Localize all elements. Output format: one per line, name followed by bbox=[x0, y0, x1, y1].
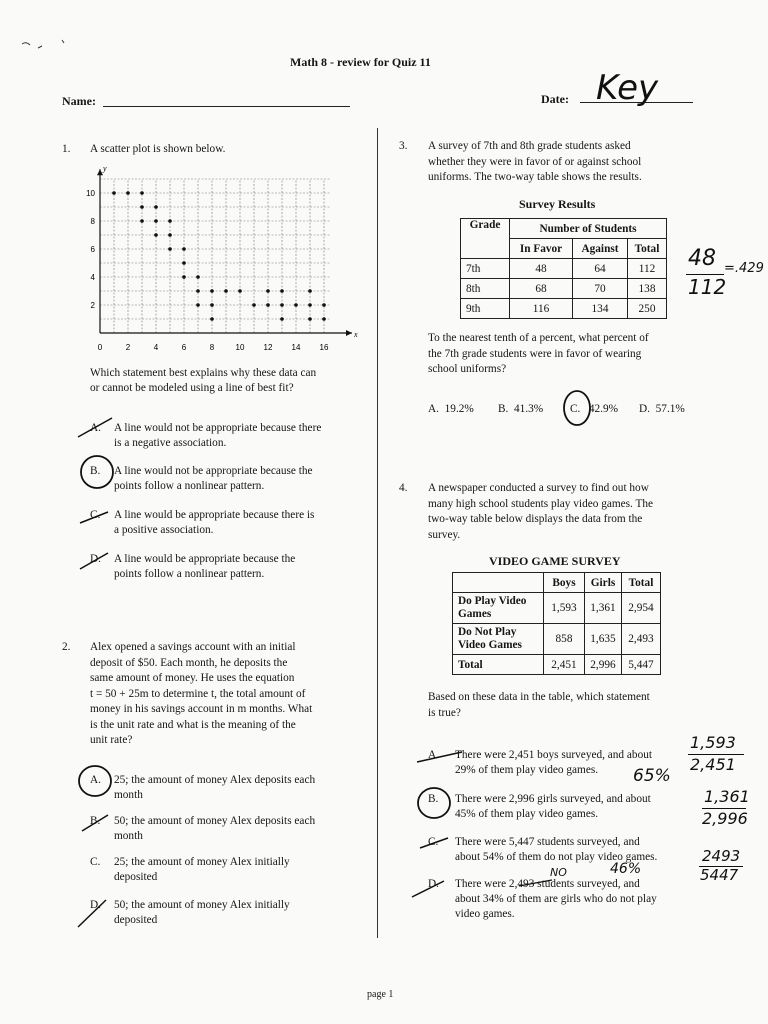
scatter-point bbox=[322, 317, 326, 321]
q1-option-d[interactable] bbox=[90, 552, 296, 580]
q4-option-d[interactable] bbox=[428, 877, 657, 920]
q3-note-result: =.429 bbox=[724, 261, 764, 276]
scatter-point bbox=[210, 317, 214, 321]
scatter-point bbox=[154, 219, 158, 223]
table-cell: 1,593 bbox=[544, 593, 585, 624]
y-tick-label: 2 bbox=[90, 301, 95, 310]
scatter-point bbox=[252, 303, 256, 307]
survey-results-table bbox=[460, 218, 667, 319]
q4-option-b[interactable] bbox=[428, 792, 651, 820]
table-col-header: Boys bbox=[544, 573, 585, 593]
y-tick-label: 4 bbox=[90, 273, 95, 282]
table-cell: 64 bbox=[573, 259, 628, 279]
table-cell: 134 bbox=[573, 299, 628, 319]
q1-number: 1. bbox=[62, 143, 71, 155]
table-cell: 68 bbox=[510, 279, 573, 299]
scatter-point bbox=[196, 275, 200, 279]
table-col-header: Against bbox=[573, 239, 628, 259]
table-cell: 138 bbox=[628, 279, 667, 299]
table-row bbox=[453, 655, 661, 675]
scatter-point bbox=[140, 205, 144, 209]
scatter-point bbox=[154, 205, 158, 209]
q4-option-a[interactable] bbox=[428, 748, 653, 776]
option-text-line2: deposited bbox=[114, 871, 158, 883]
option-text: 50; the amount of money Alex deposits each bbox=[114, 815, 316, 827]
date-handwritten-key: Key bbox=[596, 68, 659, 108]
q4-table-title: VIDEO GAME SURVEY bbox=[489, 554, 621, 568]
x-tick-label: 2 bbox=[125, 343, 131, 352]
q3-answer-a[interactable] bbox=[428, 402, 474, 418]
y-axis-label: y bbox=[103, 164, 107, 174]
scatter-point bbox=[266, 303, 270, 307]
option-letter: C. bbox=[90, 509, 101, 521]
scatter-point bbox=[210, 289, 214, 293]
answer-value: 42.9% bbox=[588, 403, 619, 415]
q4-note-b-denominator: 2,996 bbox=[702, 809, 748, 828]
option-letter: B. bbox=[90, 815, 101, 827]
table-col-header: Girls bbox=[585, 573, 622, 593]
q3-note-numerator: 48 bbox=[688, 246, 716, 271]
scatter-point bbox=[280, 317, 284, 321]
table-col-header: Total bbox=[628, 239, 667, 259]
table-cell: 250 bbox=[628, 299, 667, 319]
option-text-line2: month bbox=[114, 830, 143, 842]
video-game-survey-table bbox=[452, 572, 661, 675]
scan-speck bbox=[22, 40, 64, 48]
q3-text bbox=[428, 139, 642, 186]
option-text-line2: is a negative association. bbox=[114, 437, 227, 449]
option-letter: A. bbox=[90, 774, 101, 786]
answer-value: 41.3% bbox=[514, 403, 544, 415]
q2-line: money in his savings account in m months. What bbox=[90, 703, 313, 715]
table-cell: 1,635 bbox=[585, 624, 622, 655]
q3-question-line: the 7th grade students were in favor of wearing bbox=[428, 347, 642, 360]
scatter-plot bbox=[84, 164, 358, 360]
option-text-line2: month bbox=[114, 789, 143, 801]
option-letter: A. bbox=[90, 422, 101, 434]
option-text-line2: 45% of them play video games. bbox=[455, 808, 599, 820]
q4-line: many high school students play video games. The bbox=[428, 497, 654, 510]
option-text-line2: points follow a nonlinear pattern. bbox=[114, 480, 265, 492]
date-label: Date: bbox=[541, 92, 569, 106]
q2-line: Alex opened a savings account with an initial bbox=[90, 641, 296, 653]
scatter-point bbox=[182, 247, 186, 251]
row-label-line: Do Not Play bbox=[458, 626, 517, 638]
x-tick-label: 14 bbox=[291, 343, 301, 352]
q3-number: 3. bbox=[399, 140, 408, 152]
scatter-point bbox=[238, 289, 242, 293]
option-text-line2: about 54% of them do not play video games. bbox=[455, 851, 658, 863]
answer-value: 19.2% bbox=[444, 403, 474, 415]
table-row bbox=[461, 279, 667, 299]
table-cell: 116 bbox=[510, 299, 573, 319]
scatter-point bbox=[112, 191, 116, 195]
row-label: Total bbox=[453, 655, 544, 675]
x-tick-label: 12 bbox=[263, 343, 273, 352]
row-label-line: Games bbox=[458, 608, 492, 620]
table-cell: 2,451 bbox=[544, 655, 585, 675]
option-text-line2: about 34% of them are girls who do not play bbox=[455, 893, 657, 905]
scatter-point bbox=[168, 233, 172, 237]
x-tick-label: 4 bbox=[153, 343, 159, 352]
q1-prompt: A scatter plot is shown below. bbox=[90, 143, 226, 155]
q4-note-a-percent: 65% bbox=[633, 766, 671, 786]
row-grade: 7th bbox=[461, 259, 510, 279]
option-letter: B. bbox=[428, 793, 439, 805]
x-tick-label: 6 bbox=[181, 343, 187, 352]
y-tick-label: 6 bbox=[90, 245, 95, 254]
q2-option-d[interactable] bbox=[90, 898, 290, 926]
q3-table-title: Survey Results bbox=[519, 197, 596, 211]
option-text: A line would not be appropriate because the bbox=[114, 465, 313, 477]
q4-note-c-denominator: 5447 bbox=[700, 866, 739, 884]
option-letter: C. bbox=[90, 856, 101, 868]
option-letter: A. bbox=[428, 749, 439, 761]
table-corner bbox=[453, 573, 544, 593]
table-cell: 112 bbox=[628, 259, 667, 279]
scatter-point bbox=[280, 289, 284, 293]
table-cell: 2,954 bbox=[622, 593, 661, 624]
x-axis-label: x bbox=[354, 330, 358, 339]
row-label bbox=[453, 624, 544, 655]
q1-option-c[interactable] bbox=[90, 508, 315, 536]
q2-line: unit rate? bbox=[90, 734, 133, 746]
option-text: 50; the amount of money Alex initially bbox=[114, 899, 290, 911]
table-row bbox=[461, 299, 667, 319]
q4-text bbox=[428, 481, 653, 543]
q4-question bbox=[428, 690, 650, 721]
table-cell: 858 bbox=[544, 624, 585, 655]
y-tick-label: 8 bbox=[90, 217, 95, 226]
option-letter: D. bbox=[90, 553, 101, 565]
q3-answer-c[interactable] bbox=[570, 402, 618, 418]
x-tick-label: 10 bbox=[235, 343, 245, 352]
q2-line: same amount of money. He uses the equation bbox=[90, 672, 295, 684]
scatter-point bbox=[196, 303, 200, 307]
option-text: There were 2,996 girls surveyed, and about bbox=[455, 793, 651, 805]
q2-line: t = 50 + 25m to determine t, the total amount of bbox=[90, 687, 306, 700]
scatter-point bbox=[266, 289, 270, 293]
q4-note-d-percent: 46% bbox=[610, 861, 642, 877]
option-text: There were 2,493 students surveyed, and bbox=[455, 878, 640, 890]
table-cell: 2,996 bbox=[585, 655, 622, 675]
table-header-grade: Grade bbox=[461, 219, 510, 259]
q3-question bbox=[428, 331, 649, 378]
q4-line: survey. bbox=[428, 528, 461, 541]
option-text-line2: a positive association. bbox=[114, 524, 214, 536]
q1-option-b[interactable] bbox=[90, 464, 313, 492]
scatter-point bbox=[294, 303, 298, 307]
y-tick-label: 10 bbox=[86, 189, 95, 198]
q3-line: whether they were in favor of or against school bbox=[428, 155, 642, 168]
x-axis-arrow bbox=[346, 330, 352, 336]
table-cell: 70 bbox=[573, 279, 628, 299]
option-letter: D. bbox=[428, 878, 439, 890]
scatter-point bbox=[140, 191, 144, 195]
scatter-point bbox=[308, 289, 312, 293]
option-text: 25; the amount of money Alex initially bbox=[114, 856, 290, 868]
scatter-point bbox=[280, 303, 284, 307]
q4-question-line: is true? bbox=[428, 706, 461, 719]
table-cell: 5,447 bbox=[622, 655, 661, 675]
q2-option-a[interactable] bbox=[90, 773, 316, 801]
column-divider bbox=[377, 128, 378, 938]
scatter-point bbox=[182, 261, 186, 265]
x-tick-label: 0 bbox=[97, 343, 103, 352]
option-text-line2: points follow a nonlinear pattern. bbox=[114, 568, 265, 580]
option-text-line2: deposited bbox=[114, 914, 158, 926]
q4-option-c[interactable] bbox=[428, 835, 658, 863]
q4-line: two-way table below displays the data from the bbox=[428, 513, 643, 525]
row-label-line: Do Play Video bbox=[458, 595, 527, 607]
answer-letter: B. bbox=[498, 403, 509, 415]
option-text: A line would be appropriate because there is bbox=[114, 509, 315, 521]
q3-line: A survey of 7th and 8th grade students asked bbox=[428, 140, 631, 152]
table-cell: 48 bbox=[510, 259, 573, 279]
q2-line: deposit of $50. Each month, he deposits the bbox=[90, 656, 288, 669]
scatter-point bbox=[126, 191, 130, 195]
scatter-point bbox=[308, 317, 312, 321]
option-letter: B. bbox=[90, 465, 101, 477]
answer-letter: D. bbox=[639, 403, 650, 415]
q2-number: 2. bbox=[62, 641, 71, 653]
scatter-point bbox=[224, 289, 228, 293]
q3-answer-b[interactable] bbox=[498, 402, 543, 418]
option-text: 25; the amount of money Alex deposits each bbox=[114, 774, 316, 786]
option-text: There were 2,451 boys surveyed, and about bbox=[455, 749, 653, 761]
table-col-header: Total bbox=[622, 573, 661, 593]
scatter-point bbox=[322, 303, 326, 307]
q4-question-line: Based on these data in the table, which statement bbox=[428, 691, 650, 703]
table-header-group: Number of Students bbox=[510, 219, 667, 239]
page-title: Math 8 - review for Quiz 11 bbox=[290, 55, 431, 69]
table-cell: 2,493 bbox=[622, 624, 661, 655]
row-grade: 8th bbox=[461, 279, 510, 299]
q2-line: is the unit rate and what is the meaning of the bbox=[90, 718, 296, 731]
table-row bbox=[461, 259, 667, 279]
q4-number: 4. bbox=[399, 482, 408, 494]
scatter-point bbox=[308, 303, 312, 307]
name-label: Name: bbox=[62, 94, 96, 108]
q1-option-a[interactable] bbox=[90, 421, 322, 449]
option-letter: C. bbox=[428, 836, 439, 848]
option-text: A line would be appropriate because the bbox=[114, 553, 296, 565]
scatter-point bbox=[210, 303, 214, 307]
option-text: A line would not be appropriate because there bbox=[114, 422, 322, 434]
answer-letter: A. bbox=[428, 403, 439, 415]
scatter-point bbox=[168, 219, 172, 223]
scatter-point bbox=[140, 219, 144, 223]
q2-option-c[interactable] bbox=[90, 855, 290, 883]
x-tick-label: 16 bbox=[319, 343, 329, 352]
option-letter: D. bbox=[90, 899, 101, 911]
scatter-point bbox=[168, 247, 172, 251]
row-grade: 9th bbox=[461, 299, 510, 319]
row-label bbox=[453, 593, 544, 624]
q3-line: uniforms. The two-way table shows the results. bbox=[428, 171, 642, 183]
scatter-point bbox=[196, 289, 200, 293]
table-row bbox=[453, 624, 661, 655]
q4-note-a-denominator: 2,451 bbox=[690, 755, 736, 774]
answer-value: 57.1% bbox=[655, 403, 685, 415]
row-label-line: Video Games bbox=[458, 639, 522, 651]
option-text-line2: 29% of them play video games. bbox=[455, 764, 599, 776]
table-row bbox=[453, 593, 661, 624]
q4-note-a-numerator: 1,593 bbox=[690, 733, 736, 752]
x-tick-label: 8 bbox=[209, 343, 215, 352]
q4-note-c-numerator: 2493 bbox=[702, 847, 741, 865]
q2-text bbox=[90, 640, 365, 749]
option-text-line3: video games. bbox=[455, 908, 515, 920]
q2-option-b[interactable] bbox=[90, 814, 316, 842]
scatter-point bbox=[182, 275, 186, 279]
q1-question-line2: or cannot be modeled using a line of best fit? bbox=[90, 382, 294, 394]
q3-question-line: To the nearest tenth of a percent, what percent of bbox=[428, 332, 649, 344]
q4-line: A newspaper conducted a survey to find out how bbox=[428, 482, 649, 494]
q3-answer-d[interactable] bbox=[639, 402, 685, 418]
option-text: There were 5,447 students surveyed, and bbox=[455, 836, 640, 848]
page-number: page 1 bbox=[367, 989, 394, 1000]
answer-letter: C. bbox=[570, 403, 581, 415]
q3-question-line: school uniforms? bbox=[428, 363, 507, 375]
q1-question-line1: Which statement best explains why these data can bbox=[90, 367, 317, 379]
scatter-point bbox=[154, 233, 158, 237]
q4-note-b-numerator: 1,361 bbox=[704, 787, 750, 806]
q3-note-denominator: 112 bbox=[688, 275, 727, 299]
table-cell: 1,361 bbox=[585, 593, 622, 624]
table-col-header: In Favor bbox=[510, 239, 573, 259]
name-field[interactable] bbox=[103, 106, 350, 107]
q4-note-d-no: NO bbox=[550, 866, 567, 879]
